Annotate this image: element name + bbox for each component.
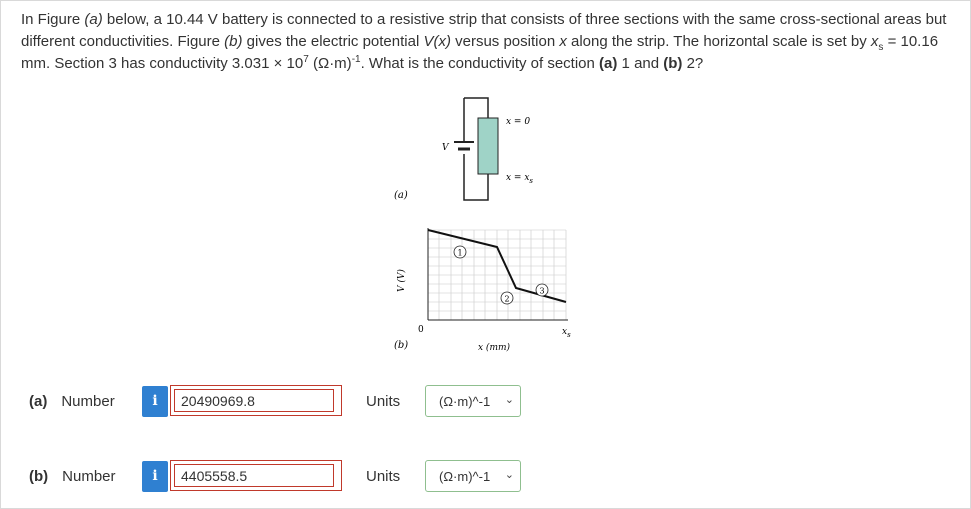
graph-grid — [428, 230, 566, 320]
question-text: In Figure (a) below, a 10.44 V battery is connected to a resistive strip that consists of three sections with the same cross-sectional areas but different conductivities. Figure (b) gives the electric potential V(x) versus position x along the strip. The horizontal scale is set by $x_s = 10.16$ mm. Section 3 has conductivity $3.031 \times 10^7$ $(\Omega\cdot m)^{-1}$. What is the conductivity of section (a) 1 and (b) 2? — [21, 11, 947, 72]
section-1-label: 1 — [457, 248, 463, 258]
answer-row-a — [0, 385, 971, 419]
origin-label: 0 — [418, 325, 424, 335]
x-zero-label: x = 0 — [506, 117, 531, 127]
x-end-label: $x_s$ — [562, 327, 571, 339]
x-s-label: $x = x_s$ — [506, 173, 534, 185]
units-value-b: (Ω·m)^-1 — [439, 469, 491, 484]
answer-label-a: (a) Number — [29, 393, 115, 410]
units-select-a[interactable] — [425, 385, 521, 417]
chevron-down-icon: ⌄ — [504, 469, 514, 481]
units-value-a: (Ω·m)^-1 — [439, 394, 491, 409]
units-label-b: Units — [366, 468, 401, 485]
section-2-label: 2 — [504, 294, 510, 304]
y-axis-label: V (V) — [397, 269, 407, 292]
caption-a: (a) — [394, 190, 408, 201]
x-axis-label: x (mm) — [478, 343, 511, 353]
chevron-down-icon: ⌄ — [504, 394, 514, 406]
battery-label: V — [442, 143, 449, 153]
circuit-diagram — [394, 98, 533, 201]
physics-figure — [380, 92, 590, 362]
units-select-b[interactable] — [425, 460, 521, 492]
number-input-b[interactable] — [174, 464, 334, 487]
info-icon[interactable]: i — [142, 386, 168, 417]
section-3-label: 3 — [539, 286, 545, 296]
answer-box-a — [170, 385, 342, 416]
answer-row-b — [0, 460, 971, 494]
units-label-a: Units — [366, 393, 401, 410]
caption-b: (b) — [394, 340, 409, 351]
answer-label-b: (b) Number — [29, 468, 116, 485]
answer-box-b — [170, 460, 342, 491]
potential-graph — [394, 228, 571, 353]
number-input-a[interactable] — [174, 389, 334, 412]
resistive-strip — [478, 118, 498, 174]
info-icon[interactable]: i — [142, 461, 168, 492]
